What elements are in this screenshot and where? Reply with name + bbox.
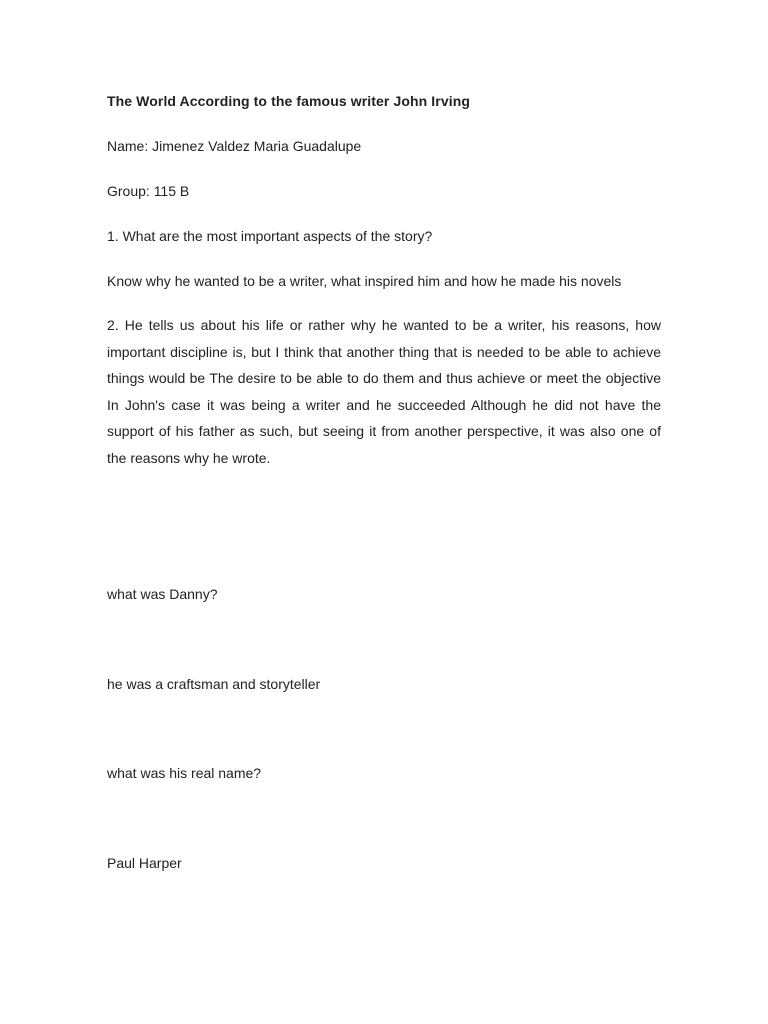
answer-real-name: Paul Harper — [107, 855, 182, 871]
answer-danny: he was a craftsman and storyteller — [107, 676, 321, 692]
question-1: 1. What are the most important aspects of the story? — [107, 228, 433, 244]
question-real-name: what was his real name? — [107, 765, 262, 781]
answer-1: Know why he wanted to be a writer, what inspired him and how he made his novels — [107, 273, 622, 289]
question-danny: what was Danny? — [107, 586, 218, 602]
name-line: Name: Jimenez Valdez Maria Guadalupe — [107, 138, 362, 154]
group-line: Group: 115 B — [107, 183, 190, 199]
document-title: The World According to the famous writer John Irving — [107, 93, 470, 109]
paragraph-2: 2. He tells us about his life or rather why he wanted to be a writer, his reasons, how important discipline is, but I think that another thing that is needed to be able to achieve things would be The desire to be able to do them and thus achieve or meet the objective In John's case it was being a writer and he succeeded Although he did not have the support of his father as such, but seeing it from another perspective, it was also one of the reasons why he wrote. — [107, 317, 661, 466]
